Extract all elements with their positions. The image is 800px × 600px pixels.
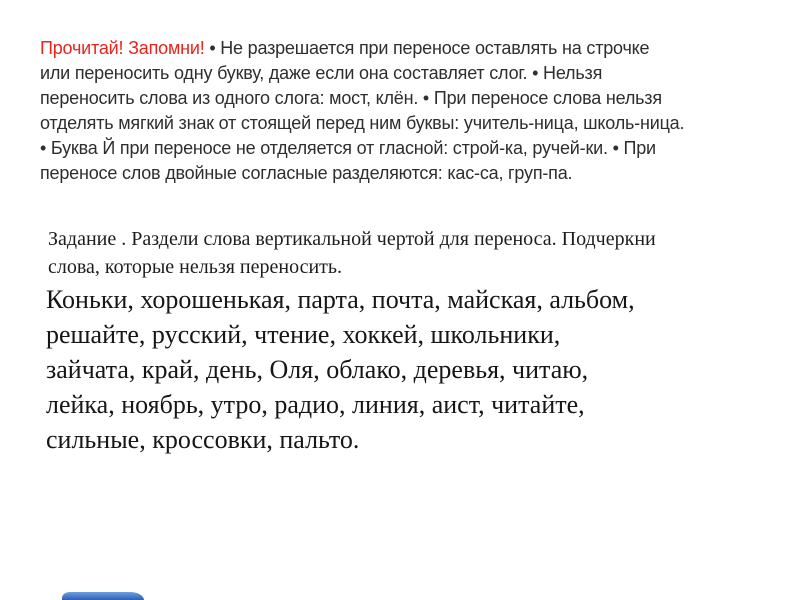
rules-heading: Прочитай! Запомни! bbox=[40, 38, 205, 58]
rules-line: переносить слова из одного слога: мост, клён. • При переносе слова нельзя bbox=[40, 88, 662, 108]
word-list-line: лейка, ноябрь, утро, радио, линия, аист, читайте, bbox=[46, 390, 585, 419]
word-list bbox=[46, 282, 635, 457]
rules-line: или переносить одну букву, даже если она составляет слог. • Нельзя bbox=[40, 63, 603, 83]
word-list-line: Коньки, хорошенькая, парта, почта, майская, альбом, bbox=[46, 285, 635, 314]
rules-line: отделять мягкий знак от стоящей перед ним буквы: учитель-ница, школь-ница. bbox=[40, 113, 685, 133]
rules-line: переносе слов двойные согласные разделяются: кас-са, груп-па. bbox=[40, 163, 573, 183]
rules-line: • Буква Й при переносе не отделяется от гласной: строй-ка, ручей-ки. • При bbox=[40, 138, 656, 158]
word-list-line: зайчата, край, день, Оля, облако, деревья, читаю, bbox=[46, 355, 589, 384]
rules-line bbox=[40, 36, 684, 61]
task-line: Задание . Раздели слова вертикальной чертой для переноса. Подчеркни bbox=[48, 228, 656, 250]
clipped-image-fragment bbox=[62, 592, 144, 600]
rules-paragraph bbox=[40, 36, 684, 186]
task-line: слова, которые нельзя переносить. bbox=[48, 256, 343, 278]
rules-line-text: • Не разрешается при переносе оставлять на строчке bbox=[204, 38, 650, 58]
word-list-line: сильные, кроссовки, пальто. bbox=[46, 425, 360, 454]
word-list-line: решайте, русский, чтение, хоккей, школьники, bbox=[46, 320, 561, 349]
task-instruction bbox=[48, 225, 656, 281]
